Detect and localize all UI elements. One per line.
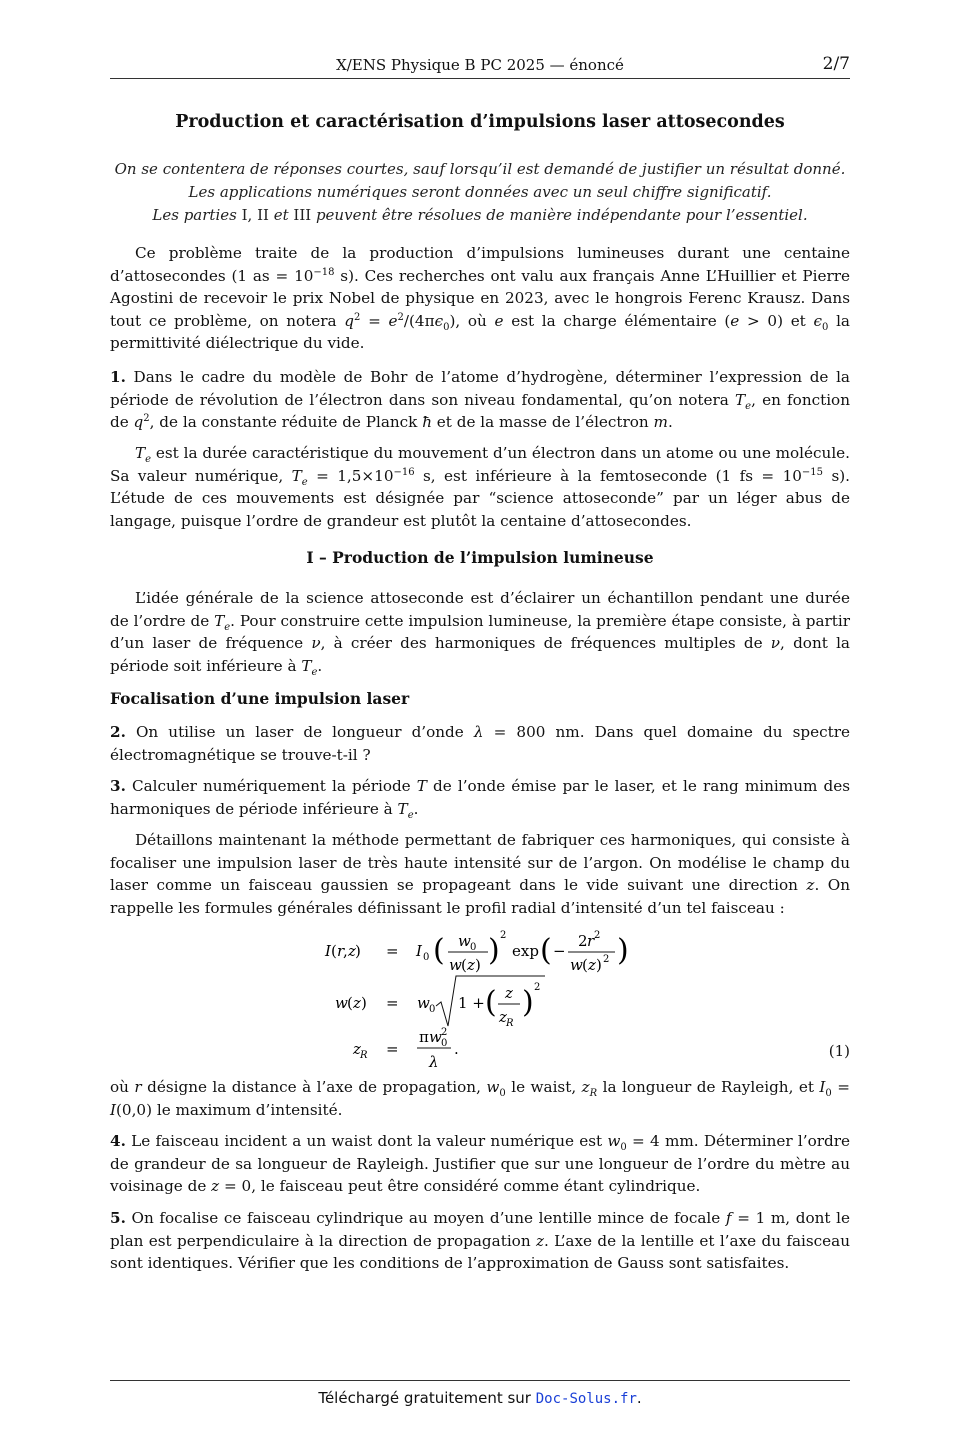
page-header: [110, 54, 850, 79]
intro-paragraph: Ce problème traite de la production d’impulsions lumineuses durant une centaine d’attosecondes (1 as = $10^{-18}$ s). Ces recherches ont valu aux français Anne L’Huillier et Pierre Agostini de recevoir le prix Nobel de physique en 2023, avec le hongrois Ferenc Krausz. Dans tout ce problème, on notera $q^2 = e^2/(4\pi\epsilon_0)$, où e est la charge élémentaire (e > 0) et $\epsilon_0$ la permittivité diélectrique du vide.: [110, 244, 850, 352]
page-number: 2/7: [822, 54, 850, 74]
subsection-heading: Focalisation d’une impulsion laser: [110, 689, 410, 708]
instructions: [110, 158, 850, 227]
svg-text:1 +: 1 +: [458, 994, 485, 1012]
svg-text:.: .: [454, 1040, 459, 1058]
svg-text:w: w: [458, 932, 471, 950]
svg-text:2: 2: [603, 954, 610, 965]
svg-text:): ): [355, 942, 361, 960]
svg-text:0: 0: [441, 1038, 448, 1049]
svg-text:=: =: [386, 942, 399, 960]
question-5: 5. On focalise ce faisceau cylindrique au moyen d’une lentille mince de focale f = 1 m, dont le plan est perpendiculaire à la direction de propagation z. L’axe de la lentille et l’axe du faisceau sont identiques. Vérifier que les conditions de l’approximation de Gauss sont satisfaites.: [110, 1209, 850, 1272]
document-title: Production et caractérisation d’impulsions laser attosecondes: [175, 112, 785, 132]
svg-text:): ): [475, 956, 481, 974]
question-2: 2. On utilise un laser de longueur d’onde λ = 800 nm. Dans quel domaine du spectre électromagnétique se trouve-t-il ?: [110, 723, 850, 764]
svg-text:(: (: [347, 994, 353, 1012]
te-paragraph: $T_e$ est la durée caractéristique du mouvement d’un électron dans un atome ou une molécule. Sa valeur numérique, $T_e = 1,5\times 10^{-16}$ s, est inférieure à la femtoseconde (1 fs = $10^{-15}$ s). L’étude de ces mouvements est désignée par “science attoseconde” par un léger abus de langage, puisque l’ordre de grandeur est plutôt la centaine d’attosecondes.: [110, 444, 851, 530]
equation-number: (1): [828, 1042, 850, 1060]
svg-text:w: w: [429, 1028, 442, 1046]
svg-text:w: w: [335, 994, 348, 1012]
svg-text:(: (: [582, 956, 588, 974]
svg-text:): ): [361, 994, 367, 1012]
svg-text:w: w: [417, 994, 430, 1012]
question-number: 1.: [110, 368, 126, 386]
svg-text:I: I: [416, 942, 422, 960]
svg-text:(: (: [331, 942, 337, 960]
svg-text:w: w: [570, 956, 583, 974]
svg-text:0: 0: [423, 952, 430, 963]
svg-text:0: 0: [470, 942, 477, 953]
instruction-line-1: On se contentera de réponses courtes, sauf lorsqu’il est demandé de justifier un résultat donné.: [114, 160, 846, 178]
section-heading: I – Production de l’impulsion lumineuse: [306, 548, 654, 567]
method-paragraph: Détaillons maintenant la méthode permettant de fabriquer ces harmoniques, qui consiste à focaliser une impulsion laser de très haute intensité sur de l’argon. On modélise le champ du laser comme un faisceau gaussien se propageant dans le vide suivant une direction z. On rappelle les formules générales définissant le profil radial d’intensité d’un tel faisceau :: [110, 831, 851, 917]
svg-text:R: R: [506, 1018, 514, 1029]
svg-text:z: z: [348, 942, 356, 960]
svg-text:z: z: [467, 956, 475, 974]
svg-text:): ): [617, 933, 629, 968]
svg-text:r: r: [587, 932, 595, 950]
svg-text:,: ,: [343, 942, 348, 960]
svg-text:2: 2: [578, 932, 588, 950]
document-page: [110, 0, 850, 1441]
svg-text:exp: exp: [512, 942, 539, 960]
svg-text:2: 2: [500, 930, 507, 941]
svg-text:z: z: [353, 1040, 361, 1058]
svg-text:−: −: [553, 942, 566, 960]
svg-text:2: 2: [441, 1027, 448, 1038]
page-footer: Téléchargé gratuitement sur Doc-Solus.fr.: [318, 1389, 642, 1407]
header-title: X/ENS Physique B PC 2025 — énoncé: [336, 56, 624, 74]
svg-text:): ): [596, 956, 602, 974]
svg-text:(: (: [461, 956, 467, 974]
svg-text:=: =: [386, 1040, 399, 1058]
gaussian-beam-equations: [110, 924, 850, 1074]
svg-text:z: z: [353, 994, 361, 1012]
svg-text:λ: λ: [429, 1053, 439, 1071]
svg-text:=: =: [386, 994, 399, 1012]
instruction-line-2: Les applications numériques seront données avec un seul chiffre significatif.: [188, 183, 772, 201]
svg-text:r: r: [337, 942, 345, 960]
question-4: 4. Le faisceau incident a un waist dont la valeur numérique est $w_0 = 4$ mm. Déterminer l’ordre de grandeur de sa longueur de Rayleigh. Justifier que sur une longueur de l’ordre du mètre au voisinage de z = 0, le faisceau peut être considéré comme étant cylindrique.: [110, 1132, 850, 1195]
svg-text:R: R: [360, 1050, 368, 1061]
question-3: 3. Calculer numériquement la période T de l’onde émise par le laser, et le rang minimum des harmoniques de période inférieure à $T_e$.: [110, 777, 850, 821]
svg-text:2: 2: [594, 930, 601, 941]
instruction-line-3: Les parties I, II et III peuvent être résolues de manière indépendante pour l’essentiel.: [152, 206, 808, 224]
svg-text:): ): [522, 985, 534, 1020]
svg-text:I: I: [325, 942, 331, 960]
svg-text:(: (: [485, 985, 497, 1020]
svg-text:(: (: [433, 933, 445, 968]
svg-text:0: 0: [429, 1004, 436, 1015]
doc-solus-link[interactable]: Doc-Solus.fr: [535, 1391, 637, 1407]
svg-text:z: z: [499, 1008, 507, 1026]
section-paragraph: L’idée générale de la science attoseconde est d’éclairer un échantillon pendant une durée de l’ordre de $T_e$. Pour construire cette impulsion lumineuse, la première étape consiste, à partir d’un laser de fréquence ν, à créer des harmoniques de fréquences multiples de ν, dont la période soit inférieure à $T_e$.: [110, 589, 850, 678]
svg-text:z: z: [588, 956, 596, 974]
footer-divider: [110, 1380, 850, 1381]
where-paragraph: où r désigne la distance à l’axe de propagation, $w_0$ le waist, $z_R$ la longueur de Rayleigh, et $I_0 = I(0,0)$ le maximum d’intensité.: [110, 1078, 850, 1119]
question-1: 1. Dans le cadre du modèle de Bohr de l’atome d’hydrogène, déterminer l’expression de la période de révolution de l’électron dans son niveau fondamental, qu’on notera $T_e$, en fonction de $q^2$, de la constante réduite de Planck ħ et de la masse de l’électron m.: [110, 368, 850, 431]
svg-text:(: (: [540, 933, 552, 968]
svg-text:2: 2: [534, 982, 541, 993]
svg-text:z: z: [505, 984, 513, 1002]
svg-text:w: w: [449, 956, 462, 974]
svg-text:): ): [488, 933, 500, 968]
svg-text:π: π: [419, 1028, 429, 1046]
